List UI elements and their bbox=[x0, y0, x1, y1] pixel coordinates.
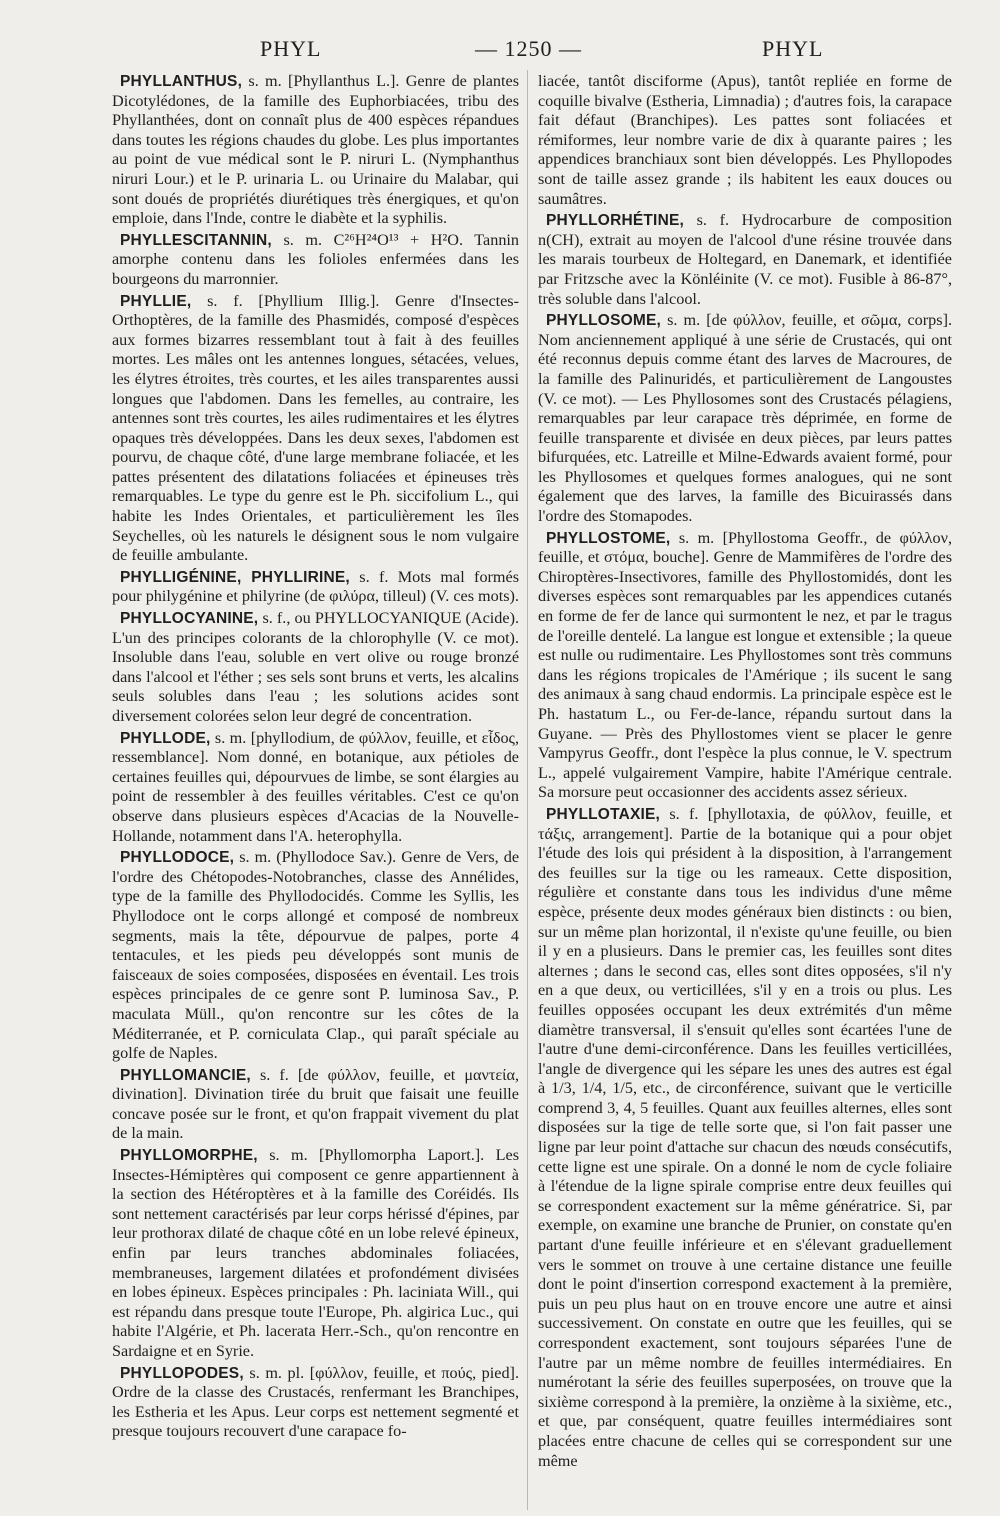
left-column bbox=[112, 72, 519, 1444]
running-head bbox=[100, 36, 960, 66]
column-divider bbox=[527, 70, 528, 1510]
entry-body: s. m. [Phyllanthus L.]. Genre de plantes Dicotylédones, de la famille des Euphorbiacées, tribu des Phyllanthées, dont on connaît plus de 400 espèces répandues dans toutes les régions chaudes du globe. Les plus importantes au point de vue médical sont le P. niruri L. (Nymphanthus niruri Lour.) et le P. urinaria L. ou Urinaire du Malabar, qui sont doués de propriétés diurétiques très énergiques, et qu'on emploie, dans l'Inde, contre le diabète et la syphilis. bbox=[112, 72, 520, 228]
entry-headword: PHYLLOSOME, bbox=[546, 312, 662, 330]
entry-headword: PHYLLODE, bbox=[120, 729, 211, 747]
dictionary-entry bbox=[112, 609, 519, 727]
entry-headword: PHYLLIGÉNINE, PHYLLIRINE, bbox=[120, 568, 350, 586]
dictionary-entry bbox=[112, 1364, 519, 1442]
entry-headword: PHYLLANTHUS, bbox=[120, 73, 243, 90]
entry-body: s. m. [Phyllomorpha Laport.]. Les Insectes-Hémiptères qui composent ce genre appartiennent à la section des Hétéroptères et à la famille des Coréidés. Ils sont nettement caractérisés par leur corps hérissé d'épines, par leur prothorax dilaté de chaque côté en un lobe relevé épineux, enfin par leurs tranches abdominales foliacées, membraneuses, largement dilatées et profondément divisées en lobes épineux. Espèces principales : Ph. laciniata Will., qui est répandu dans presque toute l'Europe, Ph. algirica Luc., qui habite l'Algérie, et Ph. lacerata Herr.-Sch., qu'on rencontre en Sardaigne et en Syrie. bbox=[112, 1146, 520, 1360]
entry-body: s. f. Mots mal formés pour philygénine et philyrine (de φιλύρα, tilleul) (V. ces mots). bbox=[112, 567, 519, 606]
dictionary-entry bbox=[538, 211, 952, 309]
entry-body: s. f. [de φύλλον, feuille, et μαντεία, divination]. Divination tirée du bruit que faisait une feuille concave posée sur le front, et qu'on frappait vivement du plat de la main. bbox=[112, 1065, 519, 1143]
dictionary-entry bbox=[538, 311, 952, 527]
running-head-right: PHYL bbox=[762, 36, 824, 61]
dictionary-entry bbox=[538, 529, 952, 803]
entry-headword: PHYLLOCYANINE, bbox=[120, 610, 259, 628]
entry-headword: PHYLLODOCE, bbox=[120, 849, 235, 867]
entry-body: s. m. (Phyllodoce Sav.). Genre de Vers, de l'ordre des Chétopodes-Notobranches, classe des Annélides, type de la famille des Phyllodocidés. Comme les Syllis, les Phyllodoce ont le corps allongé et composé de nombreux segments, mais la tête, dépourvue de palpes, porte 4 tentacules, et les pieds peu développés sont munis de faisceaux de soies composées, disposées en éventail. Les trois espèces principales de ce genre sont P. luminosa Sav., P. maculata Müll., qu'on rencontre sur les côtes de la Méditerranée, et P. corniculata Clap., qui paraît spéciale au golfe de Naples. bbox=[112, 848, 519, 1063]
dictionary-entry bbox=[112, 848, 519, 1064]
dictionary-entry bbox=[538, 72, 952, 209]
entry-headword: PHYLLOMANCIE, bbox=[120, 1066, 251, 1084]
entry-headword: PHYLLIE, bbox=[120, 292, 192, 310]
dictionary-entry bbox=[112, 292, 519, 566]
dictionary-entry bbox=[112, 231, 519, 290]
entry-body: s. m. [phyllodium, de φύλλον, feuille, et εἶδος, ressemblance]. Nom donné, en botanique, aux pétioles de certaines feuilles qui, dépourvues de limbe, se sont élargies au point de ressembler à des feuilles véritables. C'est ce qu'on observe dans plusieurs espèces d'Acacias de la Nouvelle-Hollande, notamment dans l'A. heterophylla. bbox=[112, 728, 519, 845]
entry-headword: PHYLLOTAXIE, bbox=[546, 805, 661, 823]
dictionary-entry bbox=[112, 568, 519, 607]
dictionary-entry bbox=[112, 1146, 519, 1362]
dictionary-entry bbox=[112, 72, 519, 229]
entry-body: liacée, tantôt disciforme (Apus), tantôt repliée en forme de coquille bivalve (Estheria, Limnadia) ; d'autres fois, la carapace fait défaut (Branchipes). Les pattes sont foliacées et rémiformes, leur nombre varie de dix à quarante paires ; les appendices branchiaux sont bien développés. Les Phyllopodes sont de taille assez grande ; ils habitent les eaux douces ou saumâtres. bbox=[538, 72, 952, 208]
entry-headword: PHYLLOSTOME, bbox=[546, 529, 671, 547]
dictionary-entry bbox=[538, 805, 952, 1471]
running-head-left: PHYL bbox=[260, 36, 322, 61]
entry-headword: PHYLLESCITANNIN, bbox=[120, 231, 272, 249]
dictionary-entry bbox=[112, 729, 519, 847]
page-number: — 1250 — bbox=[475, 36, 582, 61]
entry-body: s. m. C²⁶H²⁴O¹³ + H²O. Tannin amorphe contenu dans les folioles enfermées dans les bourgeons du marronnier. bbox=[112, 230, 520, 288]
entry-headword: PHYLLOPODES, bbox=[120, 1364, 244, 1382]
entry-headword: PHYLLORHÉTINE, bbox=[546, 212, 685, 230]
dictionary-entry bbox=[112, 1066, 519, 1144]
entry-body: s. m. pl. [φύλλον, feuille, et πούς, pied]. Ordre de la classe des Crustacés, renfermant les Branchipes, les Estheria et les Apus. Leur corps est nettement segmenté et presque toujours recouvert d'une carapace fo- bbox=[112, 1363, 519, 1441]
entry-body: s. f., ou PHYLLOCYANIQUE (Acide). L'un des principes colorants de la chlorophylle (V. ce mot). Insoluble dans l'eau, soluble en vert olive ou rouge bronzé dans l'alcool et l'éther ; ses sels sont bruns et verts, les alcalins seuls solubles dans l'eau ; les solutions acides sont diversement colorées selon leur degré de concentration. bbox=[112, 609, 520, 725]
entry-body: s. f. [Phyllium Illig.]. Genre d'Insectes-Orthoptères, de la famille des Phasmidés, composé d'espèces aux formes bizarres ressemblant tout à fait à des feuilles mortes. Les mâles ont les antennes longues, sétacées, velues, les élytres étroites, très courtes, et les ailes transparentes aussi longues que l'abdomen. Dans les femelles, au contraire, les antennes sont très courtes, les ailes rudimentaires et les élytres opaques très développées. Dans les deux sexes, l'abdomen est pourvu, de chaque côté, d'une large membrane foliacée, et les pattes présentent des dilatations foliacées et épineuses très remarquables. Le type du genre est le Ph. siccifolium L., qui habite les Indes Orientales, et particulièrement les îles Seychelles, où les naturels le désignent sous le nom vulgaire de feuille ambulante. bbox=[112, 291, 519, 565]
entry-body: s. f. [phyllotaxia, de φύλλον, feuille, et τάξις, arrangement]. Partie de la botanique qui a pour objet l'étude des lois qui président à la disposition, à l'arrangement des feuilles sur la tige ou les rameaux. Cette disposition, régulière et constante dans tous les individus d'une même espèce, présente deux modes généraux bien distincts : ou bien, sur un même plan horizontal, il n'existe qu'une feuille, ou bien il y en a plusieurs. Dans le premier cas, les feuilles sont dites alternes ; dans le second cas, elles sont dites opposées, s'il n'y en a que deux, ou verticillées, s'il y en a trois ou plus. Les feuilles opposées occupant les deux extrémités d'un même diamètre transversal, il s'ensuit qu'elles sont écartées l'une de l'autre d'une demi-circonférence. Dans les feuilles verticillées, l'angle de divergence qui les sépare les unes des autres est égal à 1/3, 1/4, 1/5, etc., de circonférence, suivant que le verticille comprend 3, 4, 5 feuilles. Quant aux feuilles alternes, elles sont disposées sur la tige de telle sorte que, si l'on fait passer une ligne par leur point d'attache sur chacun des nœuds consécutifs, cette ligne est une spirale. On a donné le nom de cycle foliaire à l'étendue de la ligne spirale comprise entre deux feuilles qui se correspondent exactement sur la même génératrice. Si, par exemple, on examine une branche de Prunier, on constate qu'en partant d'une feuille inférieure et en s'élevant graduellement vers le sommet on trouve à une certaine distance une feuille dont le point d'insertion correspond exactement à la première, puis un peu plus haut on en trouve encore une autre et ainsi successivement. On constate en outre que les feuilles, qui se correspondent exactement, sont toujours séparées l'une de l'autre par un même nombre de feuilles intermédiaires. En numérotant la série des feuilles superposées, on trouve que la sixième correspond à la première, la onzième à la sixième, etc., et que, par conséquent, quatre feuilles intermédiaires sont placées entre chacune de celles qui se correspondent sur une même bbox=[538, 804, 953, 1470]
entry-body: s. m. [de φύλλον, feuille, et σῶμα, corps]. Nom anciennement appliqué à une série de Crustacés, qui ont été reconnus depuis comme étant des larves de Macroures, de la famille des Palinuridés, et particulièrement de Langoustes (V. ce mot). — Les Phyllosomes sont des Crustacés pélagiens, remarquables par leur carapace très déprimée, en forme de feuille transparente et divisée en deux pièces, par leurs pattes bifurquées, etc. Latreille et Milne-Edwards avaient formé, pour les Phyllosomes et quelques formes analogues, qui ne sont également que des larves, la famille des Bicuirassés dans l'ordre des Stomapodes. bbox=[538, 311, 953, 526]
right-column bbox=[538, 72, 952, 1473]
entry-body: s. m. [Phyllostoma Geoffr., de φύλλον, feuille, et στόμα, bouche]. Genre de Mammifères de l'ordre des Chiroptères-Insectivores, famille des Phyllostomidés, dont les diverses espèces sont remarquables par les appendices cutanés en forme de fer de lance qui surmontent le nez, et par le tragus de l'oreille dentelé. La langue est longue et extensible ; la queue est nulle ou rudimentaire. Les Phyllostomes sont très communs dans les régions tropicales de l'Amérique ; ils sucent le sang des animaux à sang chaud endormis. La principale espèce est le Ph. hastatum L., ou Fer-de-lance, répandu surtout dans la Guyane. — Près des Phyllostomes vient se placer le genre Vampyrus Geoffr., dont l'espèce la plus connue, le V. spectrum L., appelé vulgairement Vampire, habite l'Amérique centrale. Sa morsure peut occasionner des accidents assez sérieux. bbox=[538, 528, 952, 802]
entry-body: s. f. Hydrocarbure de composition n(CH), extrait au moyen de l'alcool d'une résine trouvée dans les marais tourbeux de Holtegard, en Danemark, et identifiée par Fritzsche avec la Könléinite (V. ce mot). Fusible à 86-87°, très soluble dans l'alcool. bbox=[538, 211, 953, 308]
entry-headword: PHYLLOMORPHE, bbox=[120, 1147, 258, 1165]
